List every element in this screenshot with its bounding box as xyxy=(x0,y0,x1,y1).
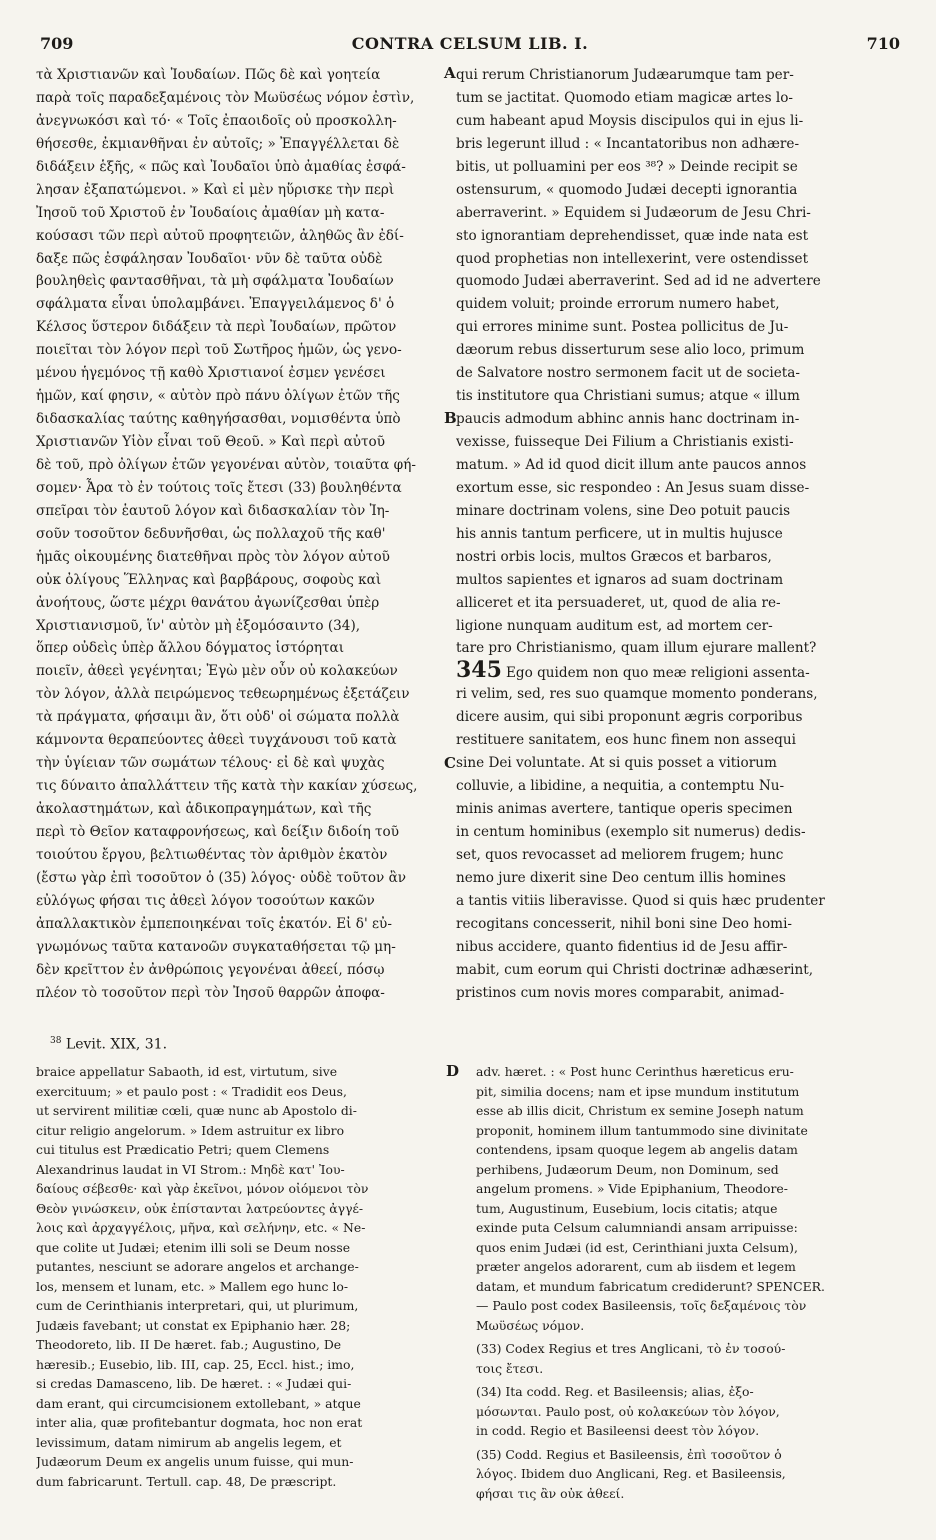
latin-text-line: qui rerum Christianorum Judæarumque tam per- xyxy=(456,67,794,83)
greek-text-line: εὐλόγως φήσαι τις ἀθεεὶ λόγον τοσούτων κακῶν xyxy=(36,892,375,909)
greek-text-line: λησαν ἐξαπατώμενοι. » Καὶ εἰ μὲν ηὕρισκε τὴν περὶ xyxy=(36,181,395,198)
commentary-line: Μωϋσέως νόμον. xyxy=(476,1317,585,1333)
latin-text-line: dæorum rebus disserturum sese alio loco, primum xyxy=(456,342,805,359)
latin-text-line: minis animas avertere, tantique operis specimen xyxy=(456,801,793,817)
greek-text-line: τοιούτου ἔργου, βελτιωθέντας τὸν ἀριθμὸν ἑκατὸν xyxy=(36,846,388,863)
commentary-line: Alexandrinus laudat in VI Strom.: Μηδὲ κατ' Ἰου- xyxy=(36,1161,345,1177)
commentary-left-column xyxy=(36,1062,446,1491)
commentary-line: hæresib.; Eusebio, lib. III, cap. 25, Eccl. hist.; imo, xyxy=(36,1356,355,1372)
latin-text-line: ligione nunquam auditum est, ad mortem cer- xyxy=(456,617,773,634)
commentary-line: Judæis favebant; ut constat ex Epiphanio hær. 28; xyxy=(36,1317,351,1333)
greek-text-line: ἀκολαστημάτων, καὶ ἀδικοπραγημάτων, καὶ τῆς xyxy=(36,801,372,817)
greek-text-line: σοῦν τοσοῦτον δεδυνῆσθαι, ὡς πολλαχοῦ τῆς καθ' xyxy=(36,525,386,542)
variant-note-line: μόσωνται. Paulo post, οὐ κολακεύων τὸν λόγον, xyxy=(476,1403,780,1419)
latin-text-line: tare pro Christianismo, quam illum ejurare mallent? xyxy=(456,640,817,657)
latin-text-line: ri velim, sed, res suo quamque momento ponderans, xyxy=(456,686,818,703)
variant-notes xyxy=(476,1339,906,1503)
margin-letter-c: C xyxy=(444,754,456,772)
commentary-right-text xyxy=(476,1062,906,1335)
latin-text-line: bitis, ut polluamini per eos ³⁸? » Deinde recipit se xyxy=(456,158,798,175)
greek-text-line: περὶ τὸ Θεῖον καταφρονήσεως, καὶ δείξιν διδοίη τοῦ xyxy=(36,823,400,840)
variant-note-line: (34) Ita codd. Reg. et Basileensis; alias, ἐξο- xyxy=(476,1384,754,1399)
greek-text-line: ἡμᾶς οἰκουμένης διατεθῆναι πρὸς τὸν λόγον αὐτοῦ xyxy=(36,548,390,565)
greek-text-line: τὸν λόγον, ἀλλὰ πειρώμενος τεθεωρημένως ἐξετάζειν xyxy=(36,686,410,703)
greek-text-line: θήσεσθε, ἐκμιανθῆναι ἐν αὐτοῖς; » Ἐπαγγέλλεται δὲ xyxy=(36,135,400,152)
commentary-line: cum de Cerinthianis interpretari, qui, ut plurimum, xyxy=(36,1298,359,1313)
latin-text-line: qui errores minime sunt. Postea pollicitus de Ju- xyxy=(456,319,789,336)
latin-text-line xyxy=(456,660,906,683)
commentary-line: datam, et mundum fabricatum crediderunt? SPENCER. xyxy=(476,1278,825,1294)
commentary-line: Theodoreto, lib. II De hæret. fab.; Augustino, De xyxy=(36,1337,342,1352)
column-page-marker: 345 xyxy=(456,660,502,684)
greek-text-line: ὅπερ οὐδεὶς ὑπὲρ ἄλλου δόγματος ἱστόρηται xyxy=(36,640,345,657)
greek-text-line: γνωμόνως ταῦτα κατανοῶν συγκαταθήσεται τῷ μη- xyxy=(36,938,396,955)
greek-text-line: Χριστιανῶν Υἱὸν εἶναι τοῦ Θεοῦ. » Καὶ περὶ αὐτοῦ xyxy=(36,434,386,450)
latin-text-line: his annis tantum perficere, ut in multis hujusce xyxy=(456,525,783,542)
variant-note xyxy=(476,1382,906,1441)
latin-text-line-content: Ego quidem non quo meæ religioni assenta- xyxy=(505,665,810,682)
commentary-line: exercituum; » et paulo post : « Tradidit eos Deus, xyxy=(36,1083,347,1099)
greek-text-line: ἡμῶν, καί φησιν, « αὐτὸν πρὸ πάνυ ὀλίγων ἐτῶν τῆς xyxy=(36,388,400,405)
commentary-line: inter alia, quæ profitebantur dogmata, hoc non erat xyxy=(36,1415,363,1430)
margin-letter-d: D xyxy=(446,1062,460,1080)
latin-text-line: recogitans concesserit, nihil boni sine Deo homi- xyxy=(456,915,793,932)
running-title: CONTRA CELSUM LIB. I. xyxy=(351,34,589,53)
latin-column xyxy=(456,64,906,1004)
page-number-right: 710 xyxy=(866,34,900,53)
greek-text-line: κάμνοντα θεραπεύοντες ἀθεεὶ τυγχάνουσι τοῦ κατὰ xyxy=(36,732,397,749)
commentary-line: cui titulus est Prædicatio Petri; quem Clemens xyxy=(36,1142,330,1157)
latin-text-line: quod prophetias non intellexerint, vere ostendisset xyxy=(456,250,809,267)
greek-text-line: τις δύναιτο ἀπαλλάττειν τῆς κατὰ τὴν κακίαν χύσεως, xyxy=(36,778,418,795)
commentary-line: proponit, hominem illum tantummodo sine divinitate xyxy=(476,1122,808,1138)
latin-text-line: cum habeant apud Moysis discipulos qui in ejus li- xyxy=(456,112,804,129)
greek-text-line: τὰ πράγματα, φήσαιμι ἂν, ὅτι οὐδ' οἱ σώματα πολλὰ xyxy=(36,709,400,726)
variant-note-line: λόγος. Ibidem duo Anglicani, Reg. et Basileensis, xyxy=(476,1466,786,1481)
latin-text-line: dicere ausim, qui sibi proponunt ægris corporibus xyxy=(456,709,803,726)
greek-text-line: σπεῖραι τὸν ἑαυτοῦ λόγον καὶ διδασκαλίαν τὸν Ἰη- xyxy=(36,502,390,519)
commentary-line: pit, similia docens; nam et ipse mundum institutum xyxy=(476,1083,800,1099)
commentary-line: dam erant, qui circumcisionem extollebant, » atque xyxy=(36,1395,361,1411)
latin-text-line: quomodo Judæi aberraverint. Sed ad id ne advertere xyxy=(456,273,821,290)
variant-note xyxy=(476,1339,906,1378)
variant-note xyxy=(476,1445,906,1504)
greek-text-line: βουληθεὶς φαντασθῆναι, τὰ μὴ σφάλματα Ἰουδαίων xyxy=(36,273,394,290)
commentary-line: quos enim Judæi (id est, Cerinthiani juxta Celsum), xyxy=(476,1239,798,1255)
greek-text-line: δὲν κρεῖττον ἐν ἀνθρώποις γεγονέναι ἀθεεί, πόσῳ xyxy=(36,961,385,978)
greek-text-line: δὲ τοῦ, πρὸ ὀλίγων ἐτῶν γεγονέναι αὐτὸν, τοιαῦτα φή- xyxy=(36,456,416,473)
latin-text-line: matum. » Ad id quod dicit illum ante paucos annos xyxy=(456,456,807,473)
margin-letter-b: B xyxy=(444,409,457,427)
commentary-line: si credas Damasceno, lib. De hæret. : « Judæi qui- xyxy=(36,1376,352,1391)
page-header xyxy=(40,34,900,56)
latin-text-line: exortum esse, sic respondeo : An Jesus suam disse- xyxy=(456,479,810,496)
latin-text-line: a tantis vitiis liberavisse. Quod si quis hæc prudenter xyxy=(456,892,825,909)
greek-text-line: ποιεῖται τὸν λόγον περὶ τοῦ Σωτῆρος ἡμῶν, ὡς γενο- xyxy=(36,342,402,359)
commentary-line: præter angelos adorarent, cum ab iisdem et legem xyxy=(476,1259,796,1274)
variant-note-line: τοις ἔτεσι. xyxy=(476,1360,544,1376)
latin-text-line: tum se jactitat. Quomodo etiam magicæ artes lo- xyxy=(456,89,794,106)
latin-text-line: quidem voluit; proinde errorum numero habet, xyxy=(456,296,780,313)
latin-text-line: paucis admodum abhinc annis hanc doctrinam in- xyxy=(456,411,800,428)
greek-text-line: ἀνοήτους, ὥστε μέχρι θανάτου ἀγωνίζεσθαι ὑπὲρ xyxy=(36,594,380,611)
commentary xyxy=(36,1062,906,1532)
latin-text-line: alliceret et ita persuaderet, ut, quod de alia re- xyxy=(456,594,781,611)
margin-letter-a: A xyxy=(444,64,456,82)
commentary-line: angelum promens. » Vide Epiphanium, Theodore- xyxy=(476,1181,788,1196)
page-number-left: 709 xyxy=(40,34,74,53)
variant-note-line: (33) Codex Regius et tres Anglicani, τὸ ἐν τοσού- xyxy=(476,1341,786,1356)
variant-note-line: (35) Codd. Regius et Basileensis, ἐπὶ τοσοῦτον ὁ xyxy=(476,1446,782,1462)
greek-text-line: Ἰησοῦ τοῦ Χριστοῦ ἐν Ἰουδαίοις ἀμαθίαν μὴ κατα- xyxy=(36,204,385,221)
commentary-line: exinde puta Celsum calumniandi ansam arripuisse: xyxy=(476,1220,798,1235)
commentary-line: — Paulo post codex Basileensis, τοῖς δεξαμένοις τὸν xyxy=(476,1298,807,1313)
commentary-line: λοις καὶ ἀρχαγγέλοις, μῆνα, καὶ σελήνην, etc. « Ne- xyxy=(36,1220,366,1235)
latin-text-line: vexisse, fuisseque Dei Filium a Christianis existi- xyxy=(456,434,794,450)
commentary-line: los, mensem et lunam, etc. » Mallem ego hunc lo- xyxy=(36,1278,349,1294)
greek-text-line: διδάξειν ἑξῆς, « πῶς καὶ Ἰουδαῖοι ὑπὸ ἀμαθίας ἐσφά- xyxy=(36,158,406,175)
variant-note-line: in codd. Regio et Basileensi deest τὸν λόγον. xyxy=(476,1423,760,1438)
greek-text-line: Χριστιανισμοῦ, ἵν' αὐτὸν μὴ ἐξομόσαιντο (34), xyxy=(36,617,361,634)
greek-column xyxy=(36,64,446,1004)
commentary-line: que colite ut Judæi; etenim illi soli se Deum nosse xyxy=(36,1239,351,1255)
latin-text-line: nemo jure dixerit sine Deo centum illis homines xyxy=(456,869,786,886)
commentary-line: levissimum, datam nimirum ab angelis legem, et xyxy=(36,1434,342,1450)
latin-text-line: restituere sanitatem, eos hunc finem non assequi xyxy=(456,732,796,749)
footnote-38 xyxy=(50,1036,167,1053)
commentary-line: δαίους σέβεσθε· καὶ γὰρ ἐκεῖνοι, μόνον οἰόμενοι τὸν xyxy=(36,1181,369,1196)
main-text xyxy=(36,64,906,1001)
commentary-line: adv. hæret. : « Post hunc Cerinthus hæreticus eru- xyxy=(476,1064,794,1079)
variant-note-line: φήσαι τις ἂν οὐκ ἀθεεί. xyxy=(476,1485,625,1501)
commentary-line: perhibens, Judæorum Deum, non Dominum, sed xyxy=(476,1161,779,1177)
commentary-line: ut servirent militiæ cœli, quæ nunc ab Apostolo di- xyxy=(36,1103,357,1118)
commentary-line: braice appellatur Sabaoth, id est, virtutum, sive xyxy=(36,1064,338,1079)
commentary-line: Judæorum Deum ex angelis unum fuisse, qui mun- xyxy=(36,1454,354,1469)
greek-text-line: Κέλσος ὕστερον διδάξειν τὰ περὶ Ἰουδαίων, πρῶτον xyxy=(36,319,397,336)
latin-text-line: sto ignorantiam deprehendisset, quæ inde nata est xyxy=(456,227,809,244)
latin-text-line: multos sapientes et ignaros ad suam doctrinam xyxy=(456,571,784,588)
greek-text-line: μένου ἡγεμόνος τῇ καθὸ Χριστιανοί ἐσμεν γενέσει xyxy=(36,365,386,382)
commentary-line: Θεὸν γινώσκειν, οὐκ ἐπίστανται λατρεύοντες ἀγγέ- xyxy=(36,1200,364,1216)
greek-text-line: σομεν· Ἆρα τὸ ἐν τούτοις τοῖς ἔτεσι (33) βουληθέντα xyxy=(36,479,402,496)
latin-text-line: mabit, cum eorum qui Christi doctrinæ adhæserint, xyxy=(456,961,814,978)
greek-text-line: πλέον τὸ τοσοῦτον περὶ τὸν Ἰησοῦ θαρρῶν ἀποφα- xyxy=(36,984,385,1001)
greek-text-line: δαξε πῶς ἐσφάλησαν Ἰουδαῖοι· νῦν δὲ ταῦτα οὐδὲ xyxy=(36,250,383,267)
commentary-right-column xyxy=(476,1062,906,1503)
greek-text-line: (ἔστω γὰρ ἐπὶ τοσοῦτον ὁ (35) λόγος· οὐδὲ τοῦτον ἂν xyxy=(36,869,407,886)
greek-text-line: παρὰ τοῖς παραδεξαμένοις τὸν Μωϋσέως νόμον ἐστὶν, xyxy=(36,89,415,106)
latin-text-line: nibus accidere, quanto fidentius id de Jesu affir- xyxy=(456,938,788,955)
latin-text-line: de Salvatore nostro sermonem facit ut de societa- xyxy=(456,365,800,382)
latin-text-line: in centum hominibus (exemplo sit numerus) dedis- xyxy=(456,823,806,840)
commentary-line: esse ab illis dicit, Christum ex semine Joseph natum xyxy=(476,1103,804,1118)
commentary-line: contendens, ipsam quoque legem ab angelis datam xyxy=(476,1142,798,1157)
latin-text-line: bris legerunt illud : « Incantatoribus non adhære- xyxy=(456,135,800,152)
commentary-line: citur religio angelorum. » Idem astruitur ex libro xyxy=(36,1122,345,1138)
greek-text-line: τὴν ὑγίειαν τῶν σωμάτων τέλους· εἰ δὲ καὶ ψυχὰς xyxy=(36,755,385,772)
greek-text-line: ἀνεγνωκόσι καὶ τό· « Τοῖς ἐπαοιδοῖς οὐ προσκολλη- xyxy=(36,112,397,129)
footnote-text: Levit. XIX, 31. xyxy=(65,1036,168,1053)
greek-text-line: κούσασι τῶν περὶ αὐτοῦ προφητειῶν, ἀληθῶς ἂν ἐδί- xyxy=(36,227,404,244)
greek-text-line: τὰ Χριστιανῶν καὶ Ἰουδαίων. Πῶς δὲ καὶ γοητεία xyxy=(36,67,381,83)
commentary-line: tum, Augustinum, Eusebium, locis citatis; atque xyxy=(476,1200,778,1216)
footnote-number: 38 xyxy=(50,1036,62,1046)
latin-text-line: minare doctrinam volens, sine Deo potuit paucis xyxy=(456,502,791,519)
latin-text-line: pristinos cum novis mores comparabit, animad- xyxy=(456,984,785,1001)
latin-text-line: tis institutore qua Christiani sumus; atque « illum xyxy=(456,388,800,405)
latin-text-line: set, quos revocasset ad meliorem frugem; hunc xyxy=(456,846,784,863)
latin-text-line: colluvie, a libidine, a nequitia, a contemptu Nu- xyxy=(456,778,785,795)
greek-text-line: διδασκαλίας ταύτης καθηγήσασθαι, νομισθέντα ὑπὸ xyxy=(36,411,401,428)
greek-text-line: οὐκ ὀλίγους Ἕλληνας καὶ βαρβάρους, σοφοὺς καὶ xyxy=(36,571,382,588)
greek-text-line: ἀπαλλακτικὸν ἐμπεποιηκέναι τοῖς ἑκατόν. Εἰ δ' εὐ- xyxy=(36,915,392,932)
greek-text-line: σφάλματα εἶναι ὑπολαμβάνει. Ἐπαγγειλάμενος δ' ὁ xyxy=(36,296,395,313)
latin-text-line: aberraverint. » Equidem si Judæorum de Jesu Chri- xyxy=(456,204,811,221)
greek-text-line: ποιεῖν, ἀθεεὶ γεγένηται; Ἐγὼ μὲν οὖν οὐ κολακεύων xyxy=(36,663,398,680)
commentary-line: putantes, nesciunt se adorare angelos et archange- xyxy=(36,1259,359,1274)
latin-text-line: nostri orbis locis, multos Græcos et barbaros, xyxy=(456,548,772,565)
commentary-line: dum fabricarunt. Tertull. cap. 48, De præscript. xyxy=(36,1473,337,1489)
latin-text-line: sine Dei voluntate. At si quis posset a vitiorum xyxy=(456,755,777,772)
latin-text-line: ostensurum, « quomodo Judæi decepti ignorantia xyxy=(456,181,798,198)
